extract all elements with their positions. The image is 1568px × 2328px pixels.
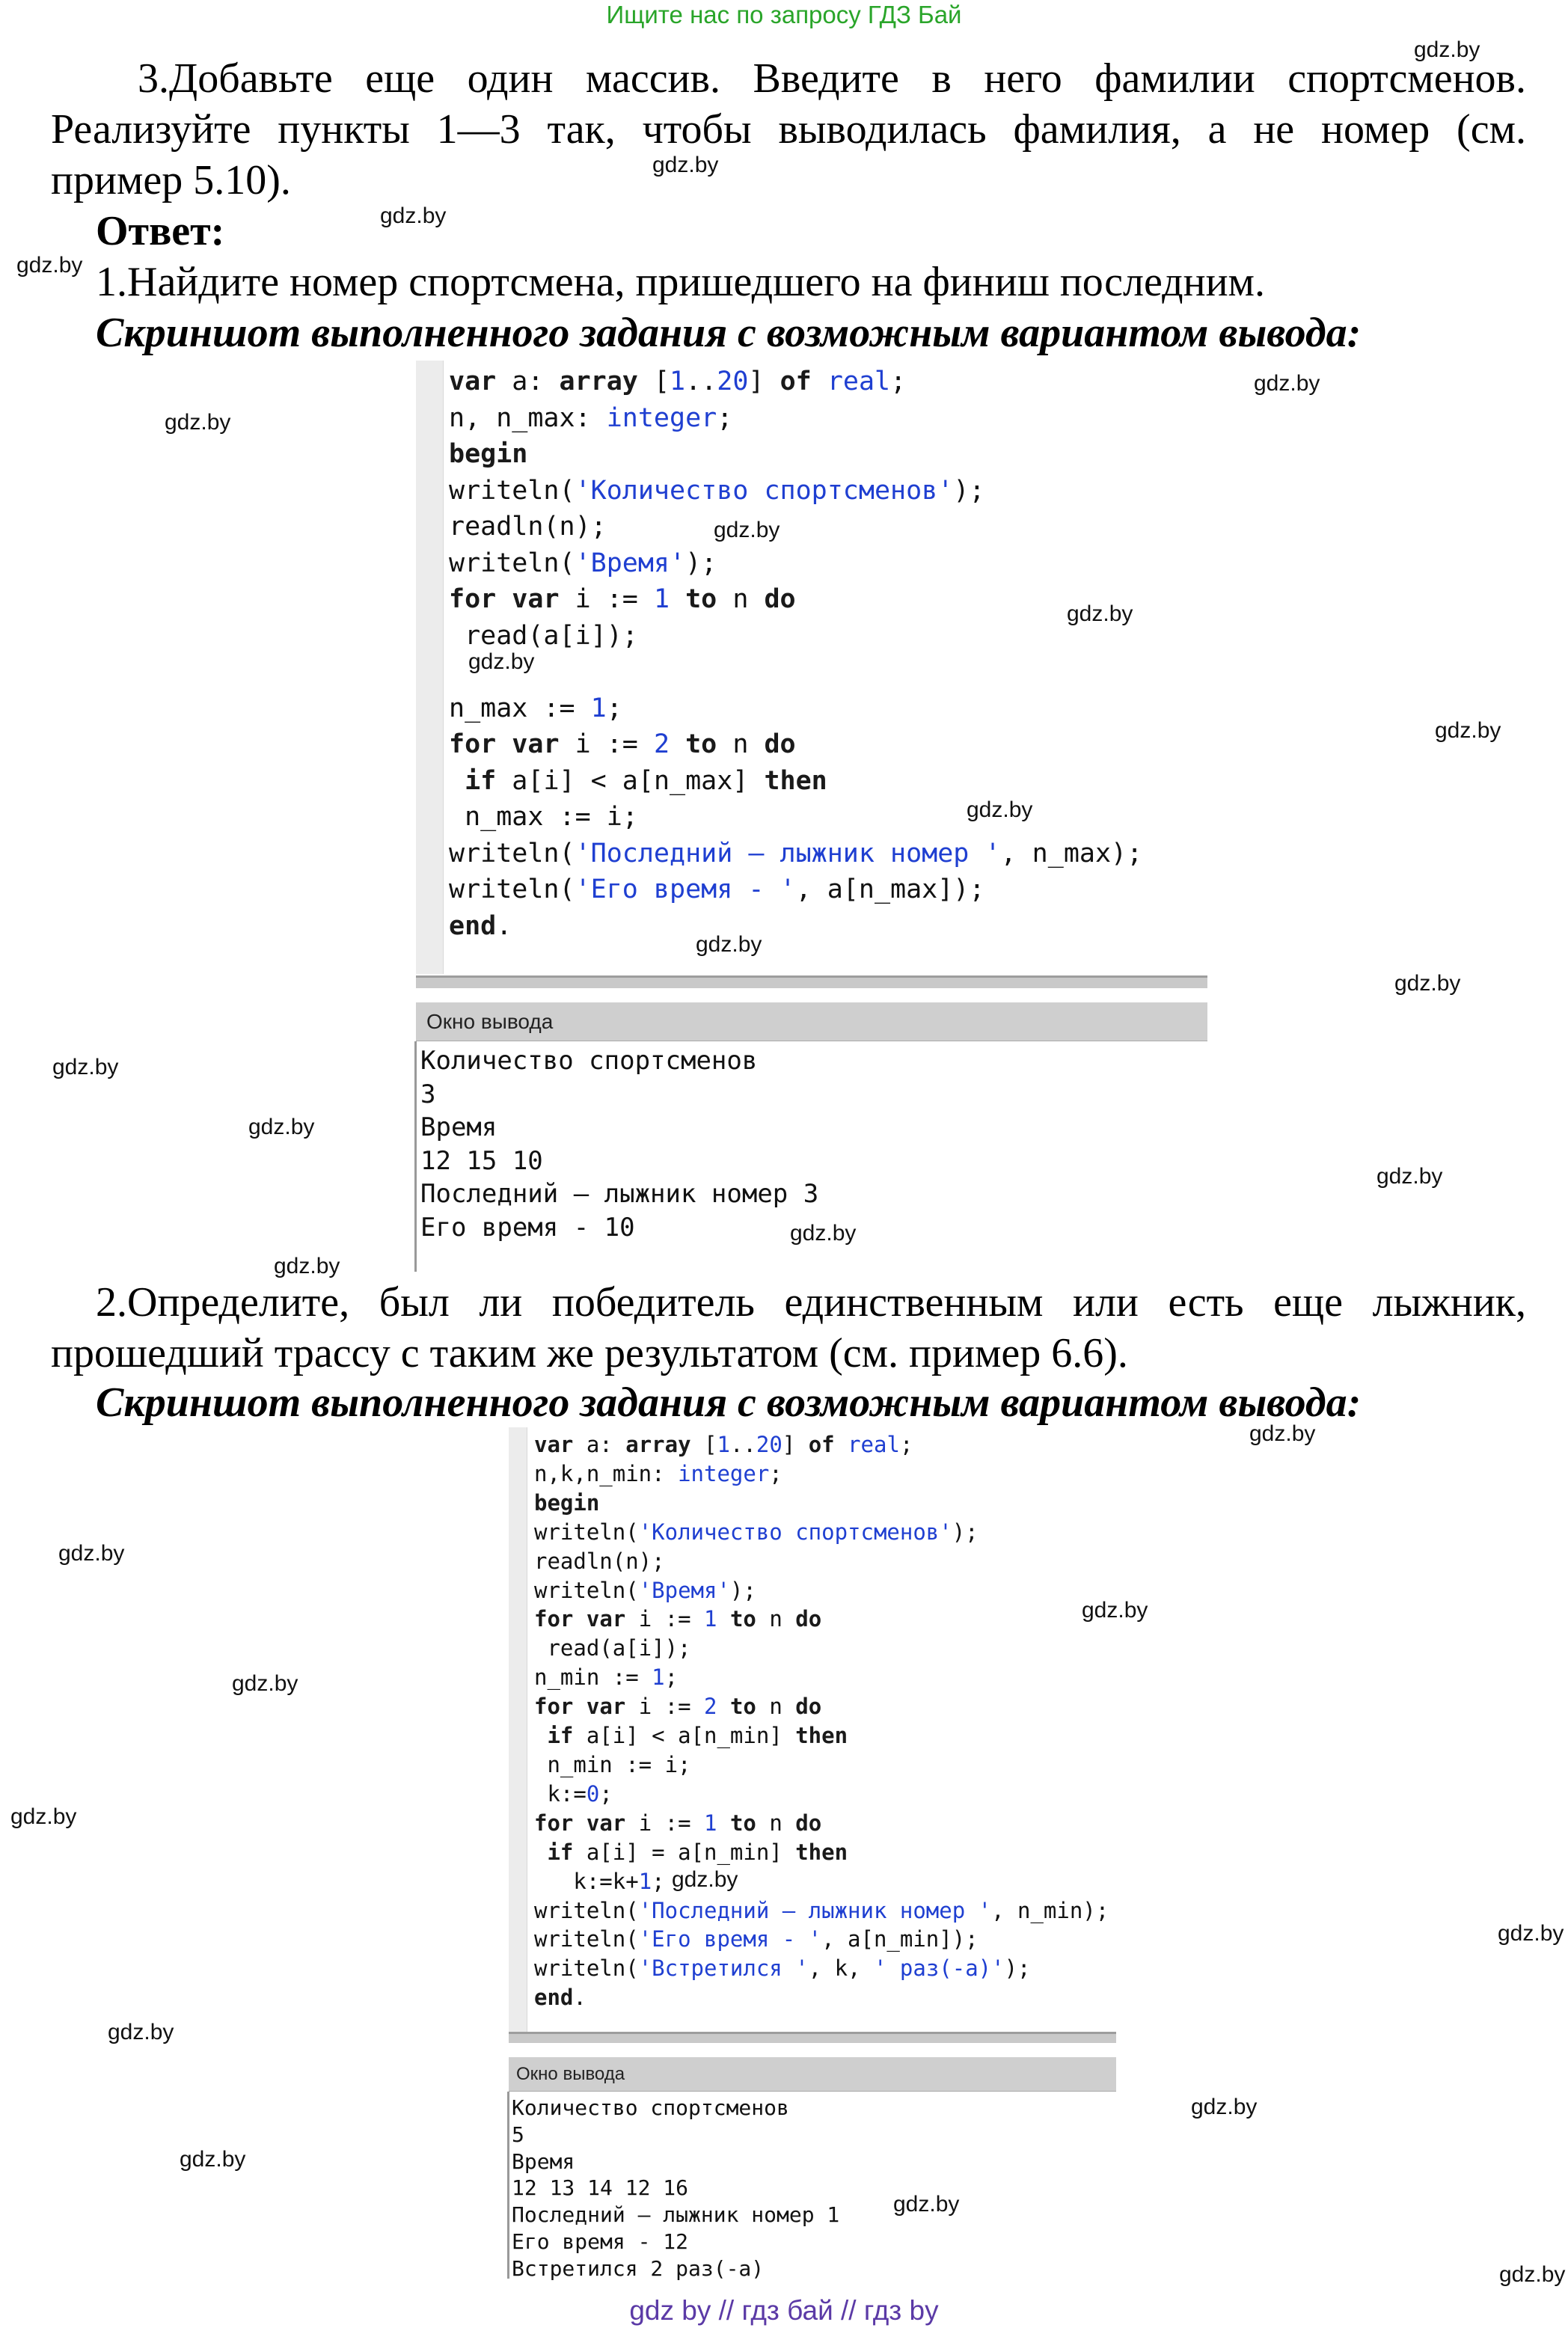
answer-label: Ответ:	[96, 208, 225, 254]
editor-splitter[interactable]	[509, 2032, 1116, 2043]
watermark: gdz.by	[1498, 1921, 1564, 1946]
code-line: writeln('Время');	[534, 1577, 756, 1603]
code-line: end.	[534, 1985, 587, 2011]
watermark: gdz.by	[58, 1541, 125, 1566]
code-line: writeln('Встретился ', k, ' раз(-а)');	[534, 1955, 1031, 1982]
editor-splitter[interactable]	[416, 975, 1207, 988]
watermark: gdz.by	[274, 1254, 340, 1278]
task3-line1: 3.Добавьте еще один массив. Введите в него фамилии спортсменов.	[138, 55, 1526, 102]
output-line: Последний — лыжник номер 1	[512, 2202, 840, 2228]
code-line: writeln('Последний — лыжник номер ', n_max);	[449, 838, 1143, 869]
task3-line2: Реализуйте пункты 1—3 так, чтобы выводилась фамилия, а не номер (см.	[51, 106, 1526, 153]
watermark: gdz.by	[1254, 371, 1320, 396]
watermark: gdz.by	[165, 410, 231, 435]
item2-line2: прошедший трассу с таким же результатом (см. пример 6.6).	[51, 1330, 1128, 1376]
code-line: n_min := i;	[534, 1751, 691, 1777]
code-editor-1[interactable]	[416, 361, 1207, 974]
watermark: gdz.by	[248, 1115, 315, 1139]
watermark: gdz.by	[1435, 718, 1501, 743]
output-line: 12 13 14 12 16	[512, 2175, 689, 2201]
code-line: read(a[i]);	[449, 620, 638, 651]
code-line: begin	[534, 1489, 600, 1516]
code-line: begin	[449, 439, 528, 469]
code-line: n_max := 1;	[449, 693, 622, 723]
bottom-banner[interactable]: gdz by // гдз бай // гдз by	[629, 2295, 939, 2326]
code-line: writeln('Последний — лыжник номер ', n_min);	[534, 1897, 1109, 1923]
watermark: gdz.by	[714, 518, 780, 542]
code-line: if a[i] < a[n_max] then	[465, 765, 827, 796]
screenshot-caption-1: Скриншот выполненного задания с возможным вариантом вывода:	[96, 310, 1362, 356]
code-line: if a[i] < a[n_min] then	[547, 1723, 848, 1749]
code-line: n,k,n_min: integer;	[534, 1460, 783, 1486]
watermark: gdz.by	[1394, 971, 1461, 996]
output-line: Время	[512, 2148, 575, 2174]
watermark: gdz.by	[10, 1804, 77, 1829]
top-banner[interactable]: Ищите нас по запросу ГДЗ Бай	[606, 1, 962, 28]
output-line: Количество спортсменов	[420, 1046, 758, 1076]
watermark: gdz.by	[180, 2147, 246, 2172]
code-line: for var i := 1 to n do	[449, 584, 796, 614]
watermark: gdz.by	[652, 153, 719, 177]
output-line: Последний — лыжник номер 3	[420, 1179, 819, 1210]
item2-line1: 2.Определите, был ли победитель единственным или есть еще лыжник,	[96, 1279, 1526, 1326]
editor-gutter	[416, 361, 444, 974]
task3-line3: пример 5.10).	[51, 157, 291, 203]
code-line: writeln('Количество спортсменов');	[534, 1519, 979, 1545]
watermark: gdz.by	[1191, 2095, 1258, 2119]
code-line: var a: array [1..20] of real;	[534, 1432, 913, 1457]
output-line: 3	[420, 1079, 436, 1109]
code-line: writeln('Его время - ', a[n_min]);	[534, 1926, 979, 1952]
watermark: gdz.by	[1067, 601, 1133, 626]
output-window-2	[512, 2095, 1116, 2282]
output-line: 12 15 10	[420, 1145, 543, 1176]
code-line: n_min := 1;	[534, 1664, 679, 1691]
watermark: gdz.by	[108, 2020, 174, 2044]
watermark: gdz.by	[380, 203, 447, 228]
code-line: end.	[449, 910, 512, 941]
editor-gutter	[509, 1427, 527, 2032]
watermark: gdz.by	[468, 649, 535, 674]
watermark: gdz.by	[790, 1221, 857, 1246]
screenshot-caption-2: Скриншот выполненного задания с возможным вариантом вывода:	[96, 1379, 1362, 1426]
code-line: readln(n);	[449, 512, 607, 542]
output-window-header-2: Окно вывода	[509, 2057, 1116, 2092]
code-line: if a[i] = a[n_min] then	[547, 1839, 848, 1865]
output-line: Его время - 10	[420, 1212, 635, 1243]
code-line: var a: array [1..20] of real;	[449, 367, 907, 396]
code-line: for var i := 2 to n do	[534, 1694, 822, 1720]
output-line: Количество спортсменов	[512, 2095, 789, 2120]
code-line: writeln('Его время - ', a[n_max]);	[449, 874, 985, 904]
code-line: for var i := 1 to n do	[534, 1810, 822, 1836]
output-line: Его время - 12	[512, 2229, 689, 2254]
watermark: gdz.by	[967, 797, 1033, 822]
code-line: n, n_max: integer;	[449, 402, 733, 433]
code-line: readln(n);	[534, 1548, 665, 1574]
code-block-1	[449, 364, 1142, 944]
watermark: gdz.by	[52, 1055, 119, 1079]
code-line: for var i := 1 to n do	[534, 1606, 822, 1632]
code-line: k:=0;	[534, 1780, 613, 1807]
code-editor-2[interactable]	[509, 1427, 1116, 2032]
output-line: 5	[512, 2122, 524, 2147]
code-line: writeln('Время');	[449, 548, 717, 578]
watermark: gdz.by	[1414, 37, 1480, 62]
code-block-2	[534, 1430, 1109, 2012]
watermark: gdz.by	[16, 253, 83, 278]
watermark: gdz.by	[232, 1671, 298, 1696]
watermark: gdz.by	[893, 2192, 960, 2217]
watermark: gdz.by	[1082, 1598, 1148, 1623]
watermark: gdz.by	[696, 932, 762, 957]
watermark: gdz.by	[1249, 1421, 1316, 1446]
output-window-header-1: Окно вывода	[416, 1002, 1207, 1041]
watermark: gdz.by	[1376, 1164, 1443, 1189]
code-line: writeln('Количество спортсменов');	[449, 475, 985, 506]
item1-text: 1.Найдите номер спортсмена, пришедшего на финиш последним.	[96, 259, 1265, 305]
watermark: gdz.by	[1499, 2262, 1566, 2287]
output-border	[507, 2092, 509, 2279]
code-line: n_max := i;	[449, 802, 638, 832]
watermark: gdz.by	[672, 1867, 738, 1892]
output-border	[414, 1041, 417, 1272]
output-line: Время	[420, 1112, 497, 1143]
code-line: k:=k+1;	[534, 1868, 665, 1894]
code-line	[449, 654, 1142, 690]
output-line: Встретился 2 раз(-а)	[512, 2255, 765, 2281]
code-line: for var i := 2 to n do	[449, 729, 796, 759]
code-line: read(a[i]);	[534, 1635, 691, 1661]
